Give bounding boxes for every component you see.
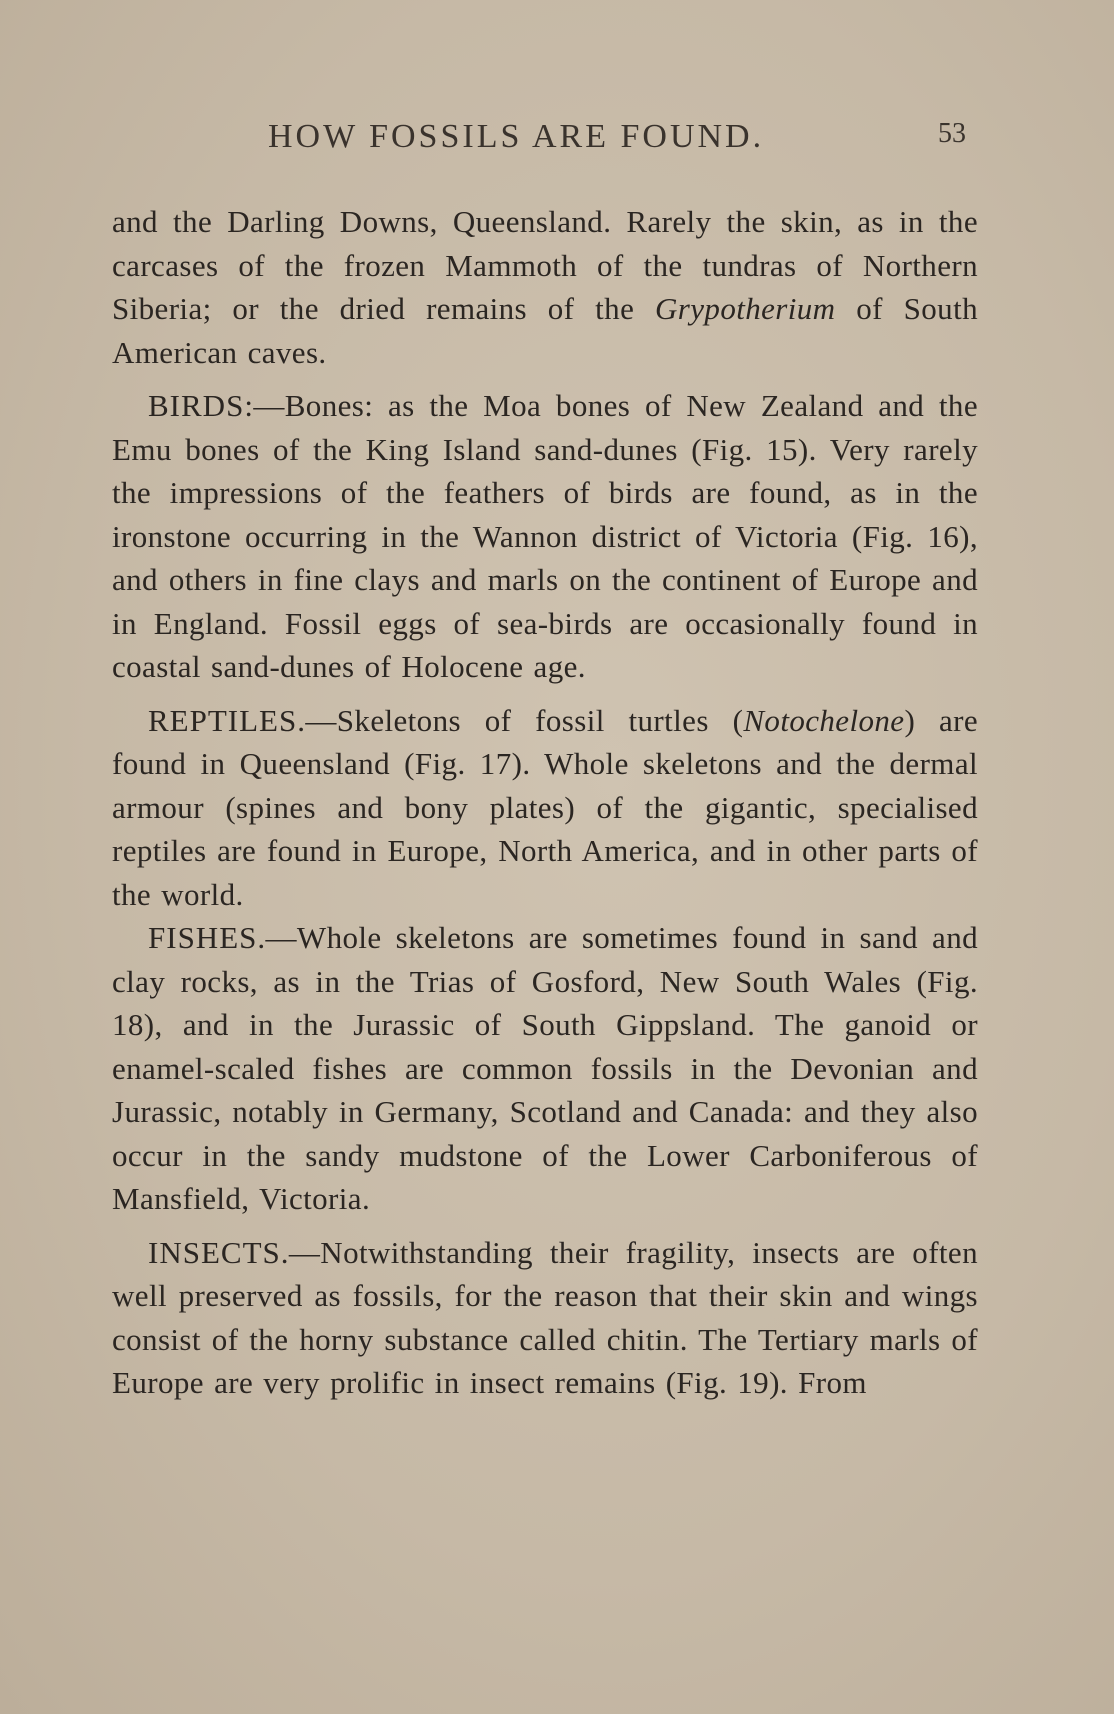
text-segment: :—Bones: as the Moa bones of New Zealand and the Emu bones of the King Island sand-dunes (Fig. 15). Very rarely the impressions of the feathers of birds are found, as in the ironstone occurring in the Wannon district of Victoria (Fig. 16), and others in fine clays and marls on the continent of Europe and in England. Fossil eggs of sea-birds are occasionally found in coastal sand-dunes of Holocene age. [112,388,978,684]
section-heading-reptiles: REPTILES [148,702,298,738]
text-segment-italic: Grypotherium [655,291,836,326]
page-number: 53 [938,118,966,149]
page-header [0,118,1114,168]
section-heading-fishes: FISHES [148,920,258,955]
text-segment: ) are found in Queensland (Fig. 17). Whole skeletons and the dermal armour (spines and bony plates) of the gigantic, specialised reptiles are found in Europe, North America, and in other parts of the world. [112,702,978,912]
text-segment: .—Notwithstanding their fragility, insects are often well preserved as fossils, for the reason that their skin and wings consist of the horny substance called chitin. The Tertiary marls of Europe are very prolific in insect remains (Fig. 19). From [112,1234,978,1400]
paragraph-continuation [112,200,978,374]
text-segment: and the Darling Downs, Queensland. Rarely the skin, as in the carcases of the frozen Mammoth of the tundras of Northern Siberia; or the dried remains of the [112,204,978,326]
text-segment: of South American caves. [112,291,978,370]
body-text [112,200,978,1405]
running-title: HOW FOSSILS ARE FOUND. [268,118,765,155]
paragraph-insects [112,1231,978,1405]
paragraph-reptiles [112,699,978,917]
section-heading-birds: BIRDS [148,388,245,423]
paragraph-fishes [112,916,978,1221]
text-segment-italic: Notochelone [743,702,905,738]
paragraph-birds [112,384,978,689]
text-segment: .—Whole skeletons are sometimes found in sand and clay rocks, as in the Trias of Gosford, New South Wales (Fig. 18), and in the Jurassic of South Gippsland. The ganoid or enamel-scaled fishes are common fossils in the Devonian and Jurassic, notably in Germany, Scotland and Canada: and they also occur in the sandy mudstone of the Lower Carboniferous of Mansfield, Victoria. [112,920,978,1216]
section-heading-insects: INSECTS [148,1234,281,1270]
text-segment: .—Skeletons of fossil turtles ( [297,702,744,738]
